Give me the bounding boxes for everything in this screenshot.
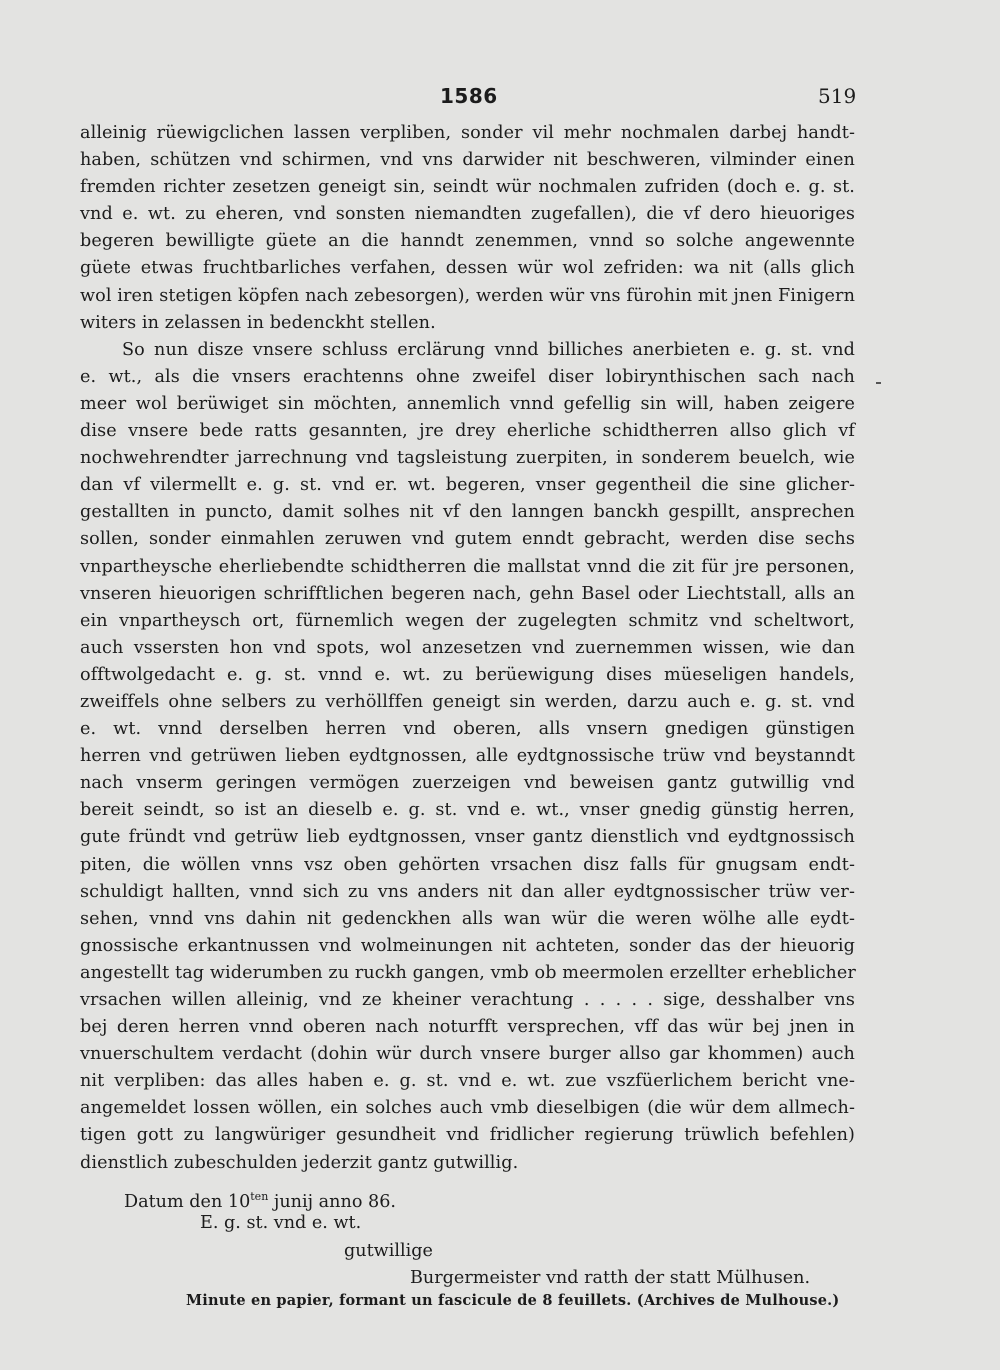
- gutwillige-line: gutwillige: [344, 1241, 433, 1261]
- text-line: e. wt. vnnd derselben herren vnd oberen, alls vnsern gnedigen günstigen: [80, 719, 855, 740]
- text-line: dise vnsere bede ratts gesannten, jre drey eherliche schidtherren allso glich vf: [80, 421, 855, 442]
- text-line: piten, die wöllen vnns vsz oben gehörten vrsachen disz falls für gnugsam endt-: [80, 854, 855, 875]
- signature-line: Burgermeister vnd ratth der statt Mülhusen.: [410, 1268, 811, 1288]
- text-line: wol iren stetigen köpfen nach zebesorgen), werden wür vns fürohin mit jnen Finigern: [80, 285, 855, 306]
- page-year: 1586: [440, 84, 498, 108]
- text-line: witers in zelassen in bedenckht stellen.: [80, 312, 436, 333]
- text-line: auch vssersten hon vnd spots, wol anzesetzen vnd zuernemmen wissen, wie dan: [80, 637, 855, 658]
- text-line: nit verpliben: das alles haben e. g. st. vnd e. wt. zue vszfüerlichem bericht vne-: [80, 1071, 855, 1092]
- text-line: nach vnserm geringen vermögen zuerzeigen vnd beweisen gantz gutwillig vnd: [80, 773, 855, 794]
- text-line: bereit seindt, so ist an dieselb e. g. st. vnd e. wt., vnser gnedig günstig herren,: [80, 800, 855, 821]
- text-line: vnuerschultem verdacht (dohin wür durch vnsere burger allso gar khommen) auch: [80, 1044, 855, 1065]
- text-line: vnseren hieuorigen schrifftlichen begeren nach, gehn Basel oder Liechtstall, alls an: [80, 583, 855, 604]
- text-line: gestallten in puncto, damit solhes nit vf den lanngen banckh gespillt, ansprechen: [80, 502, 855, 523]
- salutation-line: E. g. st. vnd e. wt.: [200, 1213, 362, 1233]
- text-line: ein vnpartheysch ort, fürnemlich wegen der zugelegten schmitz vnd scheltwort,: [80, 610, 855, 631]
- text-line: tigen gott zu langwüriger gesundheit vnd fridlicher regierung trüwlich befehlen): [80, 1125, 855, 1146]
- text-line: zweiffels ohne selbers zu verhöllffen geneigt sin werden, darzu auch e. g. st. vnd: [80, 691, 855, 712]
- text-line: gute fründt vnd getrüw lieb eydtgnossen, vnser gantz dienstlich vnd eydtgnossisch: [80, 827, 855, 848]
- date-superscript: ten: [250, 1190, 269, 1203]
- text-line: e. wt., als die vnsers erachtenns ohne zweifel diser lobirynthischen sach nach: [80, 366, 855, 387]
- text-line: vnd e. wt. zu eheren, vnd sonsten niemandten zugefallen), die vf dero hieuoriges: [80, 204, 855, 225]
- text-line: gnossische erkantnussen vnd wolmeinungen nit achteten, sonder das der hieuorig: [80, 935, 855, 956]
- text-line: alleinig rüewigclichen lassen verpliben, sonder vil mehr nochmalen darbej handt-: [80, 123, 855, 143]
- margin-mark: [876, 382, 881, 384]
- text-line: dan vf vilermellt e. g. st. vnd er. wt. begeren, vnser gegentheil die sine glicher-: [80, 475, 855, 496]
- text-line: fremden richter zesetzen geneigt sin, seindt wür nochmalen zufriden (doch e. g. st.: [80, 177, 855, 198]
- page-number: 519: [818, 84, 857, 108]
- text-line: dienstlich zubeschulden jederzit gantz gutwillig.: [80, 1152, 519, 1173]
- date-suffix: junij anno 86.: [268, 1192, 396, 1212]
- text-line: haben, schützen vnd schirmen, vnd vns darwider nit beschweren, vilminder einen: [80, 150, 855, 171]
- text-line: bej deren herren vnnd oberen nach noturfft versprechen, vff das wür bej jnen in: [80, 1017, 855, 1038]
- text-line: nochwehrendter jarrechnung vnd tagsleistung zuerpiten, in sonderem beuelch, wie: [80, 448, 855, 469]
- text-line: vrsachen willen alleinig, vnd ze kheiner verachtung . . . . . sige, desshalber vns: [80, 990, 855, 1010]
- text-line: herren vnd getrüwen lieben eydtgnossen, alle eydtgnossische trüw vnd beystanndt: [80, 746, 855, 767]
- text-line: begeren bewilligte güete an die hanndt zenemmen, vnnd so solche angewennte: [80, 231, 855, 252]
- date-prefix: Datum den 10: [124, 1192, 251, 1212]
- text-line: So nun disze vnsere schluss erclärung vnnd billiches anerbieten e. g. st. vnd: [122, 339, 855, 360]
- footnote: Minute en papier, formant un fascicule de 8 feuillets. (Archives de Mulhouse.): [186, 1292, 840, 1309]
- text-line: angestellt tag widerumben zu ruckh gangen, vmb ob meermolen erzellter erheblicher: [80, 962, 856, 983]
- text-line: offtwolgedacht e. g. st. vnnd e. wt. zu berüewigung dises müeseligen handels,: [80, 664, 855, 685]
- text-line: angemeldet lossen wöllen, ein solches auch vmb dieselbigen (die wür dem allmech-: [80, 1098, 855, 1119]
- text-line: vnpartheysche eherliebendte schidtherren die mallstat vnnd die zit für jre personen,: [80, 556, 855, 577]
- text-line: sollen, sonder einmahlen zeruwen vnd gutem enndt gebracht, werden dise sechs: [80, 529, 855, 550]
- text-line: meer wol berüwiget sin möchten, annemlich vnnd gefellig sin will, haben zeigere: [80, 393, 855, 414]
- body-text: [80, 120, 855, 1177]
- page-header: [0, 84, 1000, 112]
- text-line: sehen, vnnd vns dahin nit gedenckhen alls wan wür die weren wölhe alle eydt-: [80, 908, 855, 929]
- text-line: schuldigt hallten, vnnd sich zu vns anders nit dan aller eydtgnossischer trüw ver-: [80, 881, 855, 902]
- text-line: güete etwas fruchtbarliches verfahen, dessen wür wol zefriden: wa nit (alls glich: [80, 258, 855, 279]
